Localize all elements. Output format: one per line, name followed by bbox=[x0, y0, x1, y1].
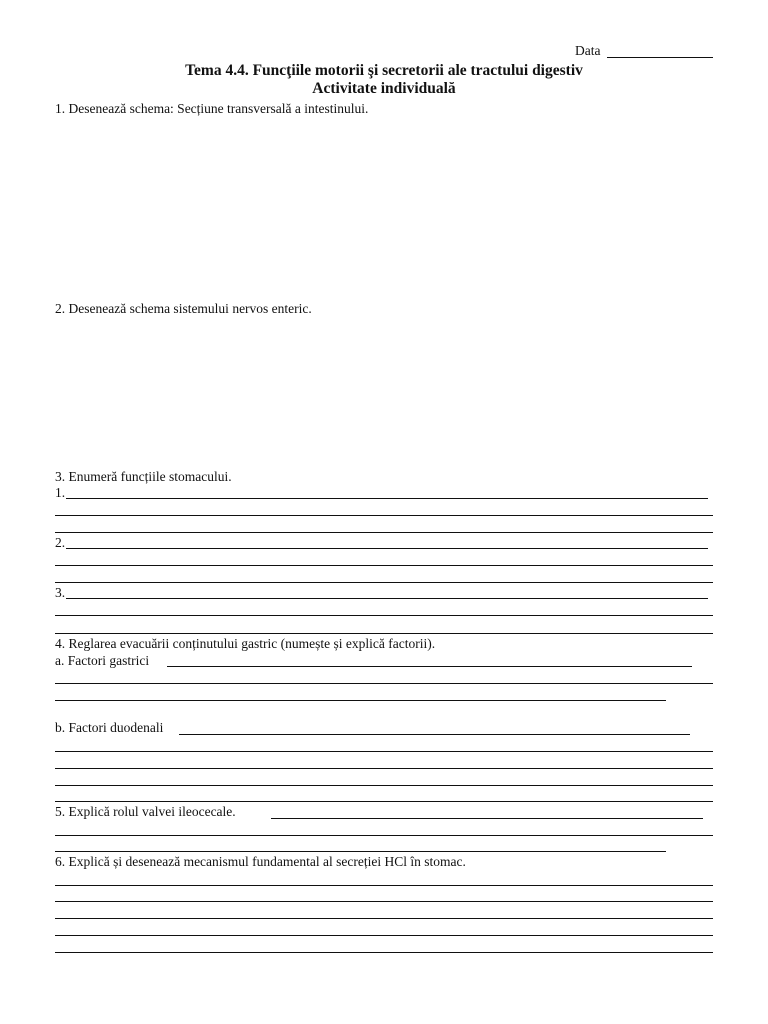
answer-line[interactable] bbox=[55, 835, 713, 836]
question-2-text: 2. Desenează schema sistemului nervos enteric. bbox=[55, 301, 312, 316]
answer-line[interactable] bbox=[55, 785, 713, 786]
question-2-drawing-area[interactable] bbox=[55, 320, 713, 465]
answer-line[interactable] bbox=[55, 952, 713, 953]
answer-line[interactable] bbox=[167, 666, 692, 667]
worksheet-subtitle: Activitate individuală bbox=[312, 80, 456, 97]
answer-line[interactable] bbox=[55, 768, 713, 769]
date-field[interactable] bbox=[607, 57, 713, 58]
answer-line[interactable] bbox=[55, 851, 666, 852]
question-5-text: 5. Explică rolul valvei ileocecale. bbox=[55, 804, 236, 819]
worksheet-title: Tema 4.4. Funcţiile motorii şi secretorii ale tractului digestiv bbox=[185, 62, 583, 79]
answer-line[interactable] bbox=[55, 615, 713, 616]
answer-line[interactable] bbox=[55, 935, 713, 936]
question-6-text: 6. Explică și desenează mecanismul fundamental al secreției HCl în stomac. bbox=[55, 854, 466, 869]
answer-line[interactable] bbox=[55, 885, 713, 886]
answer-line[interactable] bbox=[179, 734, 690, 735]
answer-line[interactable] bbox=[66, 498, 708, 499]
answer-line[interactable] bbox=[55, 801, 713, 802]
answer-line[interactable] bbox=[55, 633, 713, 634]
answer-line[interactable] bbox=[66, 598, 708, 599]
answer-3-item-3-number: 3. bbox=[55, 585, 66, 600]
question-3-text: 3. Enumeră funcțiile stomacului. bbox=[55, 469, 232, 484]
answer-line[interactable] bbox=[55, 700, 666, 701]
answer-line[interactable] bbox=[55, 683, 713, 684]
question-4-text: 4. Reglarea evacuării conținutului gastric (numește și explică factorii). bbox=[55, 636, 436, 651]
answer-line[interactable] bbox=[271, 818, 703, 819]
answer-line[interactable] bbox=[55, 918, 713, 919]
question-1-drawing-area[interactable] bbox=[55, 120, 713, 295]
question-1-text: 1. Desenează schema: Secțiune transversală a intestinului. bbox=[55, 101, 369, 116]
answer-3-item-1-number: 1. bbox=[55, 485, 66, 500]
question-4a-label: a. Factori gastrici bbox=[55, 653, 150, 668]
answer-line[interactable] bbox=[66, 548, 708, 549]
answer-line[interactable] bbox=[55, 901, 713, 902]
answer-line[interactable] bbox=[55, 751, 713, 752]
answer-line[interactable] bbox=[55, 565, 713, 566]
answer-3-item-2-number: 2. bbox=[55, 535, 66, 550]
answer-line[interactable] bbox=[55, 515, 713, 516]
date-label: Data bbox=[575, 43, 601, 58]
question-4b-label: b. Factori duodenali bbox=[55, 720, 164, 735]
answer-line[interactable] bbox=[55, 582, 713, 583]
answer-line[interactable] bbox=[55, 532, 713, 533]
